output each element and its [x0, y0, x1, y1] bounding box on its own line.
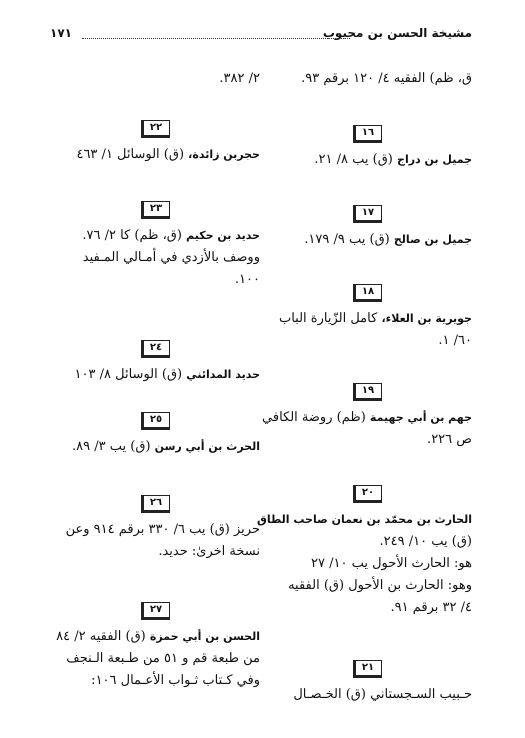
entry-23	[50, 201, 260, 291]
entry-text: (ق) الوسائل ٨/ ١٠٣	[74, 367, 183, 382]
entry-text: حـبيب السـجستاني (ق) الخـصـال	[293, 687, 472, 702]
entry-27	[50, 602, 260, 692]
entry-number-badge: ٢١	[353, 660, 382, 678]
entry-text: ص ٢٢٦.	[427, 432, 472, 447]
header-dotted-leader	[82, 38, 350, 39]
entry-19	[262, 383, 472, 451]
entry-name: حديد المدائني	[186, 368, 260, 381]
entry-number-badge: ٢٤	[141, 340, 170, 358]
entry-text: هو: الحارث الأحول يب ١٠/ ٢٧	[311, 556, 472, 571]
entry-18	[262, 284, 472, 352]
entry-number-badge: ٢٥	[141, 412, 170, 430]
entry-number-badge: ٢٣	[141, 201, 170, 219]
intro-text: ق، ظم) الفقيه ٤/ ١٢٠ برقم ٩٣.	[301, 71, 472, 86]
entry-name: حديد بن حكيم	[186, 229, 260, 242]
entry-text: (ق، ظم) كا ٢/ ٧٦.	[82, 228, 182, 243]
entry-text: (ق) يب ٩/ ١٧٩.	[304, 232, 390, 247]
entry-name: الحسن بن أبي حمزة	[149, 630, 260, 643]
entry-text: ووصف بالأزدي في أمـالي المـفيد	[82, 250, 260, 265]
entry-text: ٦٠/ ١.	[438, 333, 472, 348]
entry-text: (ق) يب ٣/ ٨٩.	[72, 439, 151, 454]
entry-number-badge: ١٨	[353, 284, 382, 302]
entry-21	[262, 660, 472, 706]
entry-text: وهو: الحارث بن الأحول (ق) الفقيه	[288, 578, 472, 593]
entry-16	[262, 125, 472, 171]
entry-20	[257, 485, 472, 619]
entry-number-badge: ١٧	[353, 205, 382, 223]
entry-number-badge: ٢٦	[141, 495, 170, 513]
entry-text: ١٠٠.	[234, 272, 260, 287]
entry-text: (ق) الفقيه ٢/ ٨٤	[56, 629, 146, 644]
page-number: ١٧١	[50, 26, 72, 40]
entry-number-badge: ٢٢	[141, 120, 170, 138]
entry-number-badge: ١٦	[353, 125, 382, 143]
entry-text: (ق) يب ١٠/ ٢٤٩.	[379, 534, 472, 549]
entry-text: ٤/ ٣٢ برقم ٩١.	[390, 600, 472, 615]
entry-text: نسخة اخرىٰ: حديد.	[158, 544, 260, 559]
entry-text: حريز (ق) يب ٦/ ٣٣٠ برقم ٩١٤ وعن	[65, 522, 260, 537]
entry-24	[50, 340, 260, 386]
entry-name: جميل بن دراج	[397, 153, 472, 166]
entry-25	[50, 412, 260, 458]
header-title: مشيخة الحسن بن محبوب	[322, 26, 472, 40]
entry-text: من طبعة قم و ٥١ من طـبعة الـنجف	[66, 651, 260, 666]
entry-number-badge: ١٩	[353, 383, 382, 401]
entry-name: حجربن زائدة،	[188, 148, 260, 161]
entry-name: جويرية بن العلاء،	[381, 312, 472, 325]
entry-number-badge: ٢٠	[353, 485, 382, 503]
entry-text: كامل الزّيارة الباب	[278, 311, 378, 326]
entry-number-badge: ٢٧	[141, 602, 170, 620]
entry-name: جميل بن صالح	[393, 233, 472, 246]
entry-22	[50, 120, 260, 166]
intro-text: ٢/ ٣٨٢.	[219, 71, 260, 86]
left-intro	[50, 68, 260, 90]
running-header	[50, 24, 472, 46]
entry-26	[50, 495, 260, 563]
entry-text: (ق) الوسائل ١/ ٤٦٣	[76, 147, 185, 162]
entry-text: (ظم) روضة الكافي	[262, 410, 366, 425]
entry-name: جهم بن أبي جهيمة	[369, 411, 472, 424]
entry-text: وفي كـتاب ثـواب الأعـمال ١٠٦:	[91, 673, 260, 688]
entry-name: الحرث بن أبي رسن	[154, 440, 260, 453]
entry-17	[262, 205, 472, 251]
right-intro	[262, 68, 472, 90]
entry-text: (ق) يب ٨/ ٢١.	[314, 152, 393, 167]
entry-name: الحارث بن محمّد بن نعمان صاحب الطاق	[257, 513, 472, 526]
